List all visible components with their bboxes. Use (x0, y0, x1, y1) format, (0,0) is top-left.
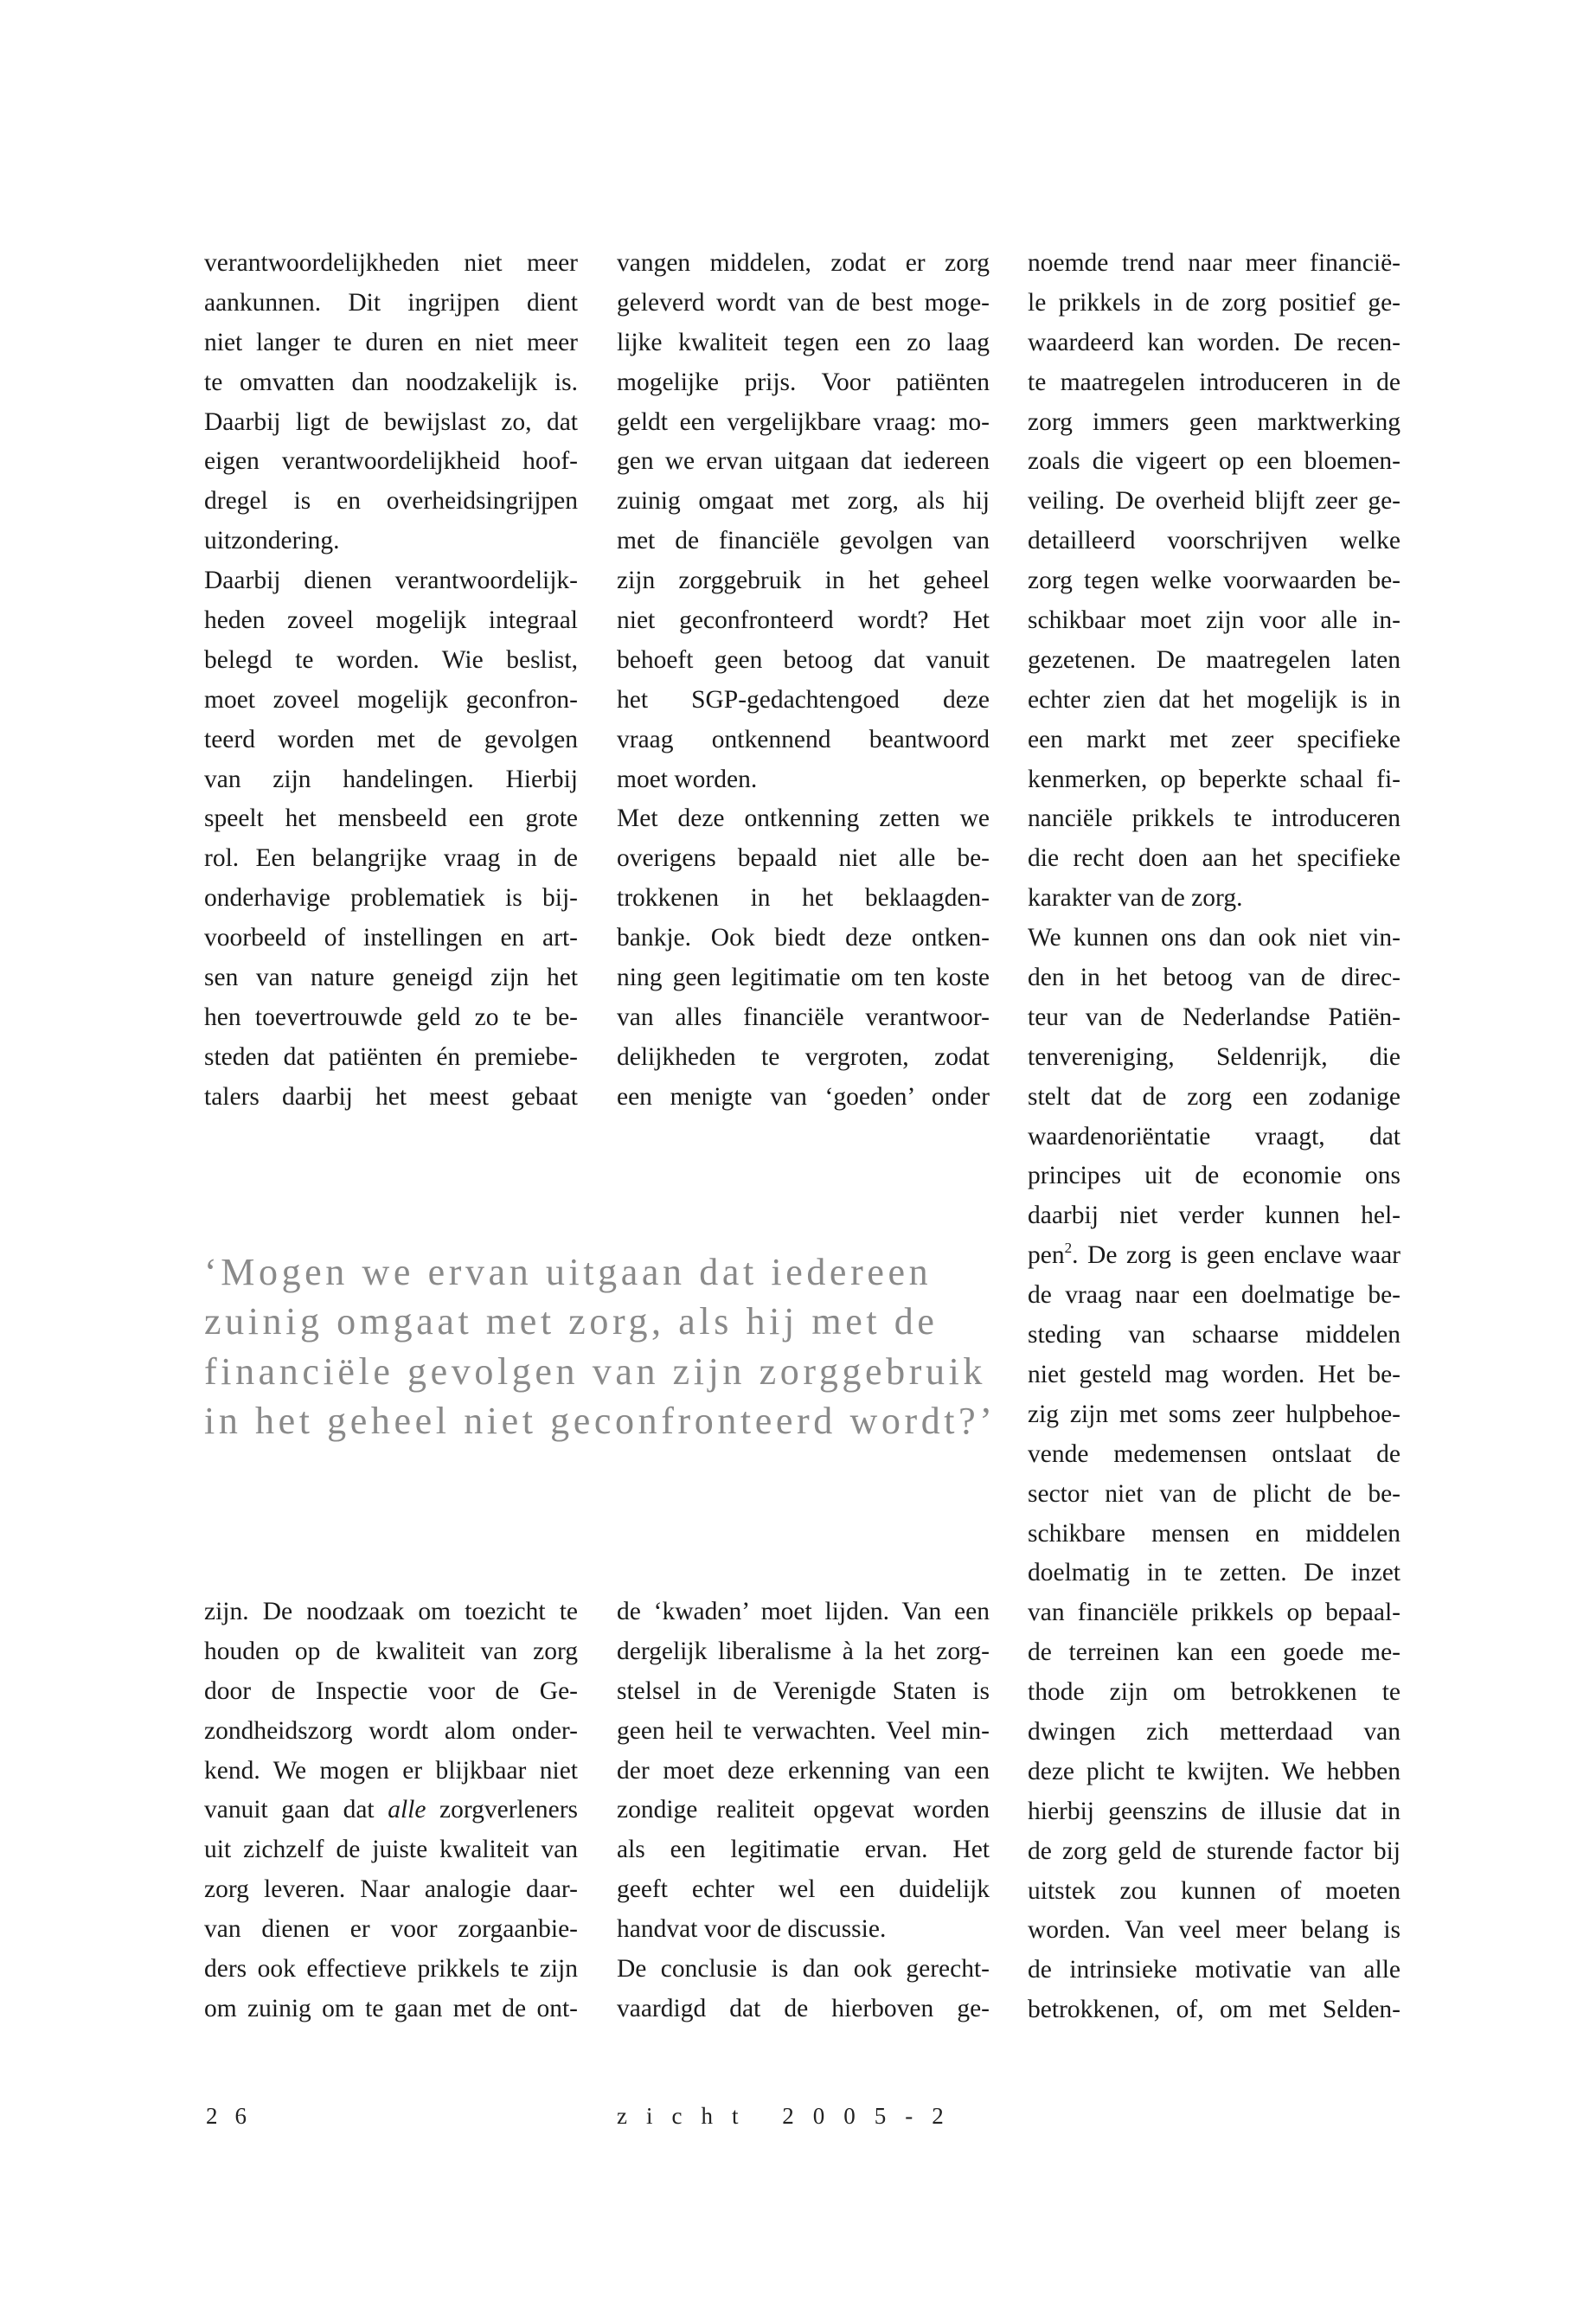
text-fragment: zorgverleners (426, 1796, 578, 1824)
text-line: hen toevertrouwde geld zo te be- (204, 1003, 578, 1031)
text-line: mogelijke prijs. Voor patiënten (617, 368, 990, 396)
text-line: voorbeeld of instellingen en art- (204, 924, 578, 952)
text-line: van zijn handelingen. Hierbij (204, 765, 578, 793)
text-line: uitzondering. (204, 527, 340, 555)
text-fragment: . De zorg is geen enclave waar (1072, 1241, 1401, 1270)
publication-footer: zicht 2005-2 (617, 2103, 963, 2129)
text-line: geleverd wordt van de best moge- (617, 288, 990, 317)
text-line: worden. Van veel meer belang is (1028, 1916, 1401, 1945)
text-line: het SGP-gedachtengoed deze (617, 685, 990, 714)
text-line: lijke kwaliteit tegen een zo laag (617, 328, 990, 356)
text-line: de ‘kwaden’ moet lijden. Van een (617, 1598, 990, 1625)
text-line: zijn. De noodzaak om toezicht te (204, 1598, 578, 1625)
text-line: te omvatten dan noodzakelijk is. (204, 368, 578, 396)
text-line: de vraag naar een doelmatige be- (1028, 1281, 1401, 1310)
text-line: daarbij niet verder kunnen hel- (1028, 1202, 1401, 1230)
text-line: overigens bepaald niet alle be- (617, 844, 990, 873)
text-line: een menigte van ‘goeden’ onder (617, 1082, 990, 1111)
text-line: teur van de Nederlandse Patiën- (1028, 1003, 1401, 1031)
text-line: gen we ervan uitgaan dat iedereen (617, 447, 990, 476)
column-1-bottom (204, 1593, 578, 2029)
text-line: nanciële prikkels te introduceren (1028, 804, 1401, 833)
text-line: aankunnen. Dit ingrijpen dient (204, 288, 578, 317)
text-line: belegd te worden. Wie beslist, (204, 645, 578, 674)
text-line: teerd worden met de gevolgen (204, 725, 578, 753)
text-line: te maatregelen introduceren in de (1028, 368, 1401, 396)
text-line: heden zoveel mogelijk integraal (204, 606, 578, 635)
text-line: waardenoriëntatie vraagt, dat (1028, 1122, 1401, 1150)
page-number: 26 (206, 2103, 264, 2129)
text-line: vraag ontkennend beantwoord (617, 725, 990, 753)
text-line: schikbaar moet zijn voor alle in- (1028, 606, 1401, 635)
text-line: stelsel in de Verenigde Staten is (617, 1676, 990, 1705)
text-line: niet geconfronteerd wordt? Het (617, 606, 990, 635)
text-line: noemde trend naar meer financië- (1028, 249, 1401, 277)
text-line: kend. We mogen er blijkbaar niet (204, 1756, 578, 1785)
text-line: vende medemensen ontslaat de (1028, 1439, 1401, 1468)
text-line: speelt het mensbeeld een grote (204, 804, 578, 833)
text-line: sector niet van de plicht de be- (1028, 1479, 1401, 1508)
text-line: principes uit de economie ons (1028, 1162, 1401, 1190)
text-line: Daarbij ligt de bewijslast zo, dat (204, 407, 578, 436)
column-1-top (204, 244, 578, 1118)
text-line: de intrinsieke motivatie van alle (1028, 1956, 1401, 1984)
text-line: eigen verantwoordelijkheid hoof- (204, 447, 578, 476)
column-2-bottom (617, 1593, 990, 2029)
text-line: dergelijk liberalisme à la het zorg- (617, 1637, 990, 1665)
text-line: een markt met zeer specifieke (1028, 725, 1401, 753)
text-line: delijkheden te vergroten, zodat (617, 1042, 990, 1071)
text-line: als een legitimatie ervan. Het (617, 1836, 990, 1864)
text-line: gezetenen. De maatregelen laten (1028, 645, 1401, 674)
text-line: karakter van de zorg. (1028, 884, 1243, 913)
text-fragment: vanuit gaan dat (204, 1796, 388, 1824)
text-line: der moet deze erkenning van een (617, 1756, 990, 1785)
text-line: verantwoordelijkheden niet meer (204, 249, 578, 277)
text-line: geeft echter wel een duidelijk (617, 1875, 990, 1904)
text-line: de zorg geld de sturende factor bij (1028, 1836, 1401, 1865)
text-line: houden op de kwaliteit van zorg (204, 1637, 578, 1665)
text-line: echter zien dat het mogelijk is in (1028, 685, 1401, 714)
text-line: onderhavige problematiek is bij- (204, 884, 578, 913)
text-line: hierbij geenszins de illusie dat in (1028, 1797, 1401, 1825)
text-line: behoeft geen betoog dat vanuit (617, 645, 990, 674)
text-line: moet worden. (617, 765, 758, 793)
text-line: handvat voor de discussie. (617, 1915, 887, 1944)
text-line: talers daarbij het meest gebaat (204, 1082, 578, 1111)
text-line: detailleerd voorschrijven welke (1028, 527, 1401, 555)
text-line (1028, 1236, 1401, 1276)
text-line: die recht doen aan het specifieke (1028, 844, 1401, 873)
text-line: dregel is en overheidsingrijpen (204, 487, 578, 516)
text-line: steden dat patiënten én premiebe- (204, 1042, 578, 1071)
text-line: uit zichzelf de juiste kwaliteit van (204, 1836, 578, 1864)
text-line: rol. Een belangrijke vraag in de (204, 844, 578, 873)
pull-quote (204, 1247, 997, 1445)
text-line: bankje. Ook biedt deze ontken- (617, 924, 990, 952)
text-line: door de Inspectie voor de Ge- (204, 1676, 578, 1705)
text-line: doelmatig in te zetten. De inzet (1028, 1559, 1401, 1587)
text-line: sen van nature geneigd zijn het (204, 964, 578, 992)
text-line: tenvereniging, Seldenrijk, die (1028, 1042, 1401, 1071)
text-line: de terreinen kan een goede me- (1028, 1638, 1401, 1667)
text-line: zijn zorggebruik in het geheel (617, 567, 990, 595)
text-line: thode zijn om betrokkenen te (1028, 1678, 1401, 1707)
text-line: met de financiële gevolgen van (617, 527, 990, 555)
text-line: geldt een vergelijkbare vraag: mo- (617, 407, 990, 436)
text-line: kenmerken, op beperkte schaal fi- (1028, 765, 1401, 793)
text-line: betrokkenen, of, om met Selden- (1028, 1996, 1401, 2024)
text-line: zoals die vigeert op een bloemen- (1028, 447, 1401, 476)
pull-quote-line: ‘Mogen we ervan uitgaan dat iedereen (204, 1251, 933, 1293)
text-line: niet langer te duren en niet meer (204, 328, 578, 356)
text-line: deze plicht te kwijten. We hebben (1028, 1757, 1401, 1785)
text-line: van dienen er voor zorgaanbie- (204, 1915, 578, 1944)
text-line: zorg leveren. Naar analogie daar- (204, 1875, 578, 1904)
text-line: veiling. De overheid blijft zeer ge- (1028, 487, 1401, 516)
text-line: De conclusie is dan ook gerecht- (617, 1955, 990, 1984)
pull-quote-line: zuinig omgaat met zorg, als hij met de (204, 1300, 939, 1343)
text-line: niet gesteld mag worden. Het be- (1028, 1360, 1401, 1388)
text-line: trokkenen in het beklaagden- (617, 884, 990, 913)
text-line: le prikkels in de zorg positief ge- (1028, 288, 1401, 317)
text-line: We kunnen ons dan ook niet vin- (1028, 924, 1401, 952)
footnote-marker: 2 (1064, 1240, 1073, 1257)
text-line: van alles financiële verantwoor- (617, 1003, 990, 1031)
text-line: zuinig omgaat met zorg, als hij (617, 487, 990, 516)
text-line: ders ook effectieve prikkels te zijn (204, 1955, 578, 1984)
text-line: moet zoveel mogelijk geconfron- (204, 685, 578, 714)
text-line: om zuinig om te gaan met de ont- (204, 1994, 578, 2022)
text-line: den in het betoog van de direc- (1028, 964, 1401, 992)
emphasis: alle (388, 1796, 426, 1824)
text-line: geen heil te verwachten. Veel min- (617, 1716, 990, 1745)
text-line: steding van schaarse middelen (1028, 1321, 1401, 1349)
text-line: zig zijn met soms zeer hulpbehoe- (1028, 1400, 1401, 1428)
text-line: dwingen zich metterdaad van (1028, 1717, 1401, 1746)
column-3 (1028, 244, 1401, 2030)
column-2-top (617, 244, 990, 1118)
text-line: waardeerd kan worden. De recen- (1028, 328, 1401, 356)
text-line: Daarbij dienen verantwoordelijk- (204, 567, 578, 595)
text-line: uitstek zou kunnen of moeten (1028, 1876, 1401, 1905)
text-line: zorg tegen welke voorwaarden be- (1028, 567, 1401, 595)
text-line: vangen middelen, zodat er zorg (617, 249, 990, 277)
pull-quote-line: financiële gevolgen van zijn zorggebruik (204, 1349, 987, 1393)
text-line: zondige realiteit opgevat worden (617, 1796, 990, 1824)
text-fragment: pen (1028, 1241, 1065, 1270)
text-line: van financiële prikkels op bepaal- (1028, 1599, 1401, 1627)
text-line: ning geen legitimatie om ten koste (617, 964, 990, 992)
text-line: zorg immers geen marktwerking (1028, 407, 1401, 436)
text-line: stelt dat de zorg een zodanige (1028, 1082, 1401, 1111)
text-line: zondheidszorg wordt alom onder- (204, 1716, 578, 1745)
text-line (204, 1791, 578, 1830)
text-line: vaardigd dat de hierboven ge- (617, 1994, 990, 2022)
text-line: schikbare mensen en middelen (1028, 1519, 1401, 1548)
pull-quote-line: in het geheel niet geconfronteerd wordt?’ (204, 1399, 997, 1442)
text-line: Met deze ontkenning zetten we (617, 804, 990, 833)
